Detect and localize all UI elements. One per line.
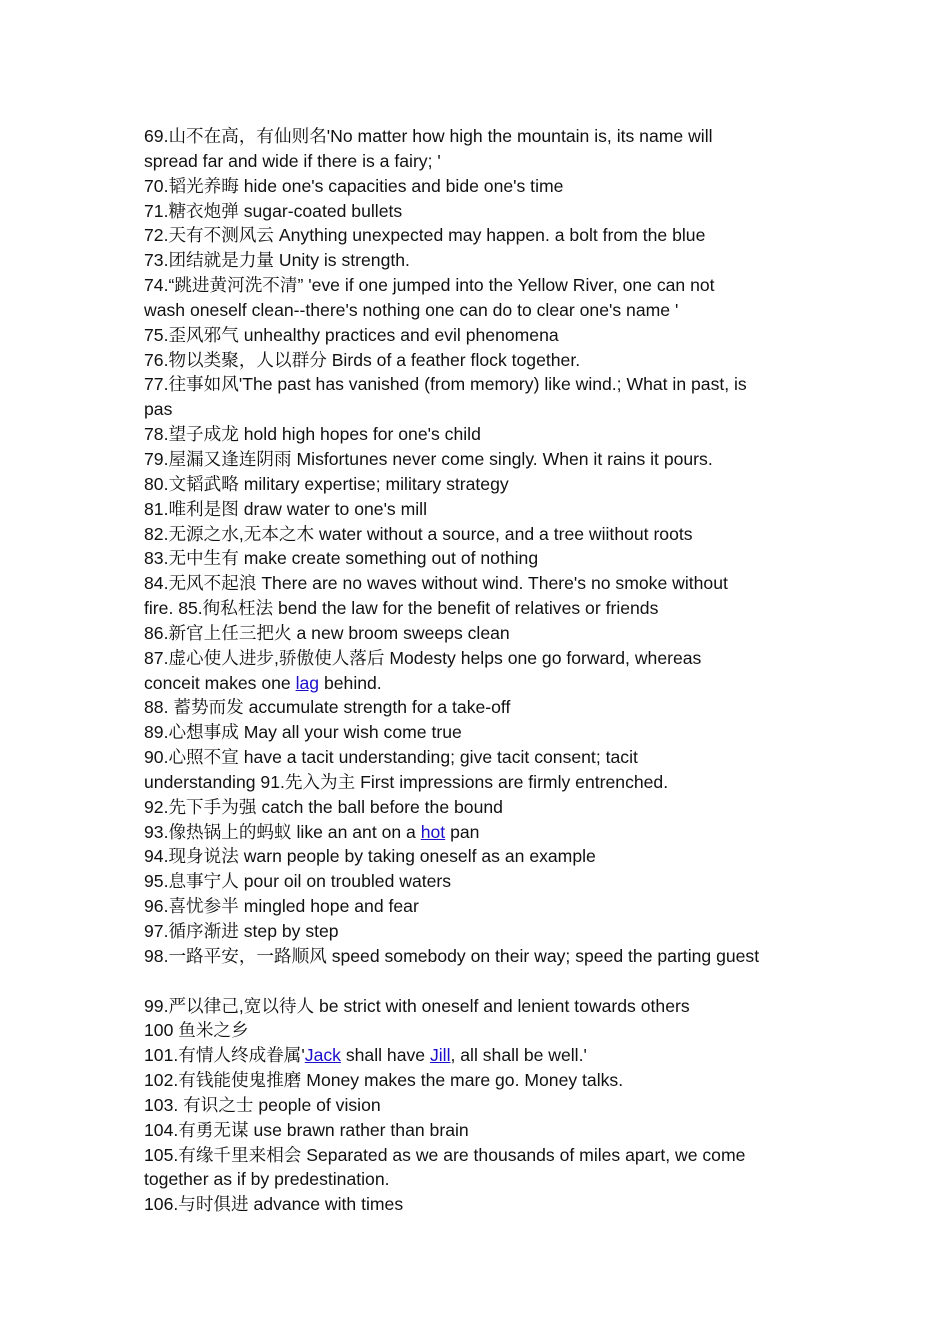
list-line: 77.往事如风'The past has vanished (from memory) like wind.; What in past, is — [144, 374, 747, 395]
list-line: 95.息事宁人 pour oil on troubled waters — [144, 871, 452, 892]
list-line: wash oneself clean--there's nothing one can do to clear one's name ' — [144, 299, 679, 320]
list-line: 81.唯利是图 draw water to one's mill — [144, 498, 427, 519]
list-line: spread far and wide if there is a fairy; ' — [144, 150, 441, 171]
lag-link[interactable]: lag — [295, 672, 320, 693]
idiom-list — [144, 124, 812, 1217]
list-line: 106.与时俱进 advance with times — [144, 1194, 404, 1215]
list-line: 69.山不在高，有仙则名'No matter how high the mountain is, its name will — [144, 126, 713, 146]
jill-link[interactable]: Jill — [429, 1045, 451, 1066]
list-line: 75.歪风邪气 unhealthy practices and evil phenomena — [144, 324, 559, 345]
list-line: 76.物以类聚，人以群分 Birds of a feather flock together. — [144, 349, 581, 370]
list-line: 92.先下手为强 catch the ball before the bound — [144, 796, 503, 817]
list-line: understanding 91.先入为主 First impressions are firmly entrenched. — [144, 771, 669, 792]
list-line: 98.一路平安，一路顺风 speed somebody on their way; speed the parting guest — [144, 945, 760, 966]
list-line: 72.天有不测风云 Anything unexpected may happen. a bolt from the blue — [144, 225, 706, 246]
list-line: 102.有钱能使鬼推磨 Money makes the mare go. Money talks. — [144, 1070, 624, 1091]
list-line: 78.望子成龙 hold high hopes for one's child — [144, 424, 481, 445]
hot-link[interactable]: hot — [420, 821, 446, 842]
list-line: 94.现身说法 warn people by taking oneself as an example — [144, 846, 596, 867]
list-line: fire. 85.徇私枉法 bend the law for the benefit of relatives or friends — [144, 598, 659, 619]
list-line: 103. 有识之士 people of vision — [144, 1094, 381, 1115]
line-text: 93.像热锅上的蚂蚁 like an ant on a — [144, 821, 421, 842]
jack-link[interactable]: Jack — [304, 1045, 341, 1066]
list-line: 71.糖衣炮弹 sugar-coated bullets — [144, 200, 403, 221]
line-text: shall have — [340, 1045, 430, 1066]
list-line: 84.无风不起浪 There are no waves without wind. There's no smoke without — [144, 573, 728, 594]
list-line: 100 鱼米之乡 — [144, 1020, 249, 1041]
list-line: 87.虚心使人进步,骄傲使人落后 Modesty helps one go forward, whereas — [144, 647, 702, 668]
list-line: 96.喜忧参半 mingled hope and fear — [144, 896, 419, 917]
list-line — [144, 671, 812, 696]
list-line — [144, 820, 812, 845]
list-line: 89.心想事成 May all your wish come true — [144, 722, 462, 743]
list-line: 88. 蓄势而发 accumulate strength for a take-off — [144, 697, 511, 718]
list-line: 79.屋漏又逢连阴雨 Misfortunes never come singly. When it rains it pours. — [144, 448, 713, 469]
list-line: 86.新官上任三把火 a new broom sweeps clean — [144, 622, 510, 643]
list-line: 73.团结就是力量 Unity is strength. — [144, 250, 410, 271]
line-text: behind. — [319, 672, 382, 693]
list-line: 104.有勇无谋 use brawn rather than brain — [144, 1119, 469, 1140]
list-line: 97.循序渐进 step by step — [144, 921, 339, 941]
list-line: 99.严以律己,宽以待人 be strict with oneself and lenient towards others — [144, 995, 690, 1016]
list-line: 82.无源之水,无本之木 water without a source, and a tree wiithout roots — [144, 523, 693, 544]
list-line: 83.无中生有 make create something out of nothing — [144, 548, 539, 569]
line-text: , all shall be well.' — [450, 1045, 587, 1066]
list-line: 90.心照不宣 have a tacit understanding; give tacit consent; tacit — [144, 747, 638, 768]
line-text: pan — [445, 821, 480, 842]
list-line: 80.文韬武略 military expertise; military strategy — [144, 473, 509, 494]
line-text: 101.有情人终成眷属' — [144, 1045, 305, 1066]
list-line: 74.“跳进黄河洗不清” 'eve if one jumped into the Yellow River, one can not — [144, 275, 715, 296]
list-line: together as if by predestination. — [144, 1169, 390, 1190]
list-line: pas — [144, 399, 173, 420]
line-text: conceit makes one — [144, 672, 296, 693]
blank-line — [144, 969, 812, 994]
list-line — [144, 1043, 812, 1068]
list-line: 70.韬光养晦 hide one's capacities and bide one's time — [144, 175, 564, 196]
list-line: 105.有缘千里来相会 Separated as we are thousands of miles apart, we come — [144, 1144, 746, 1165]
